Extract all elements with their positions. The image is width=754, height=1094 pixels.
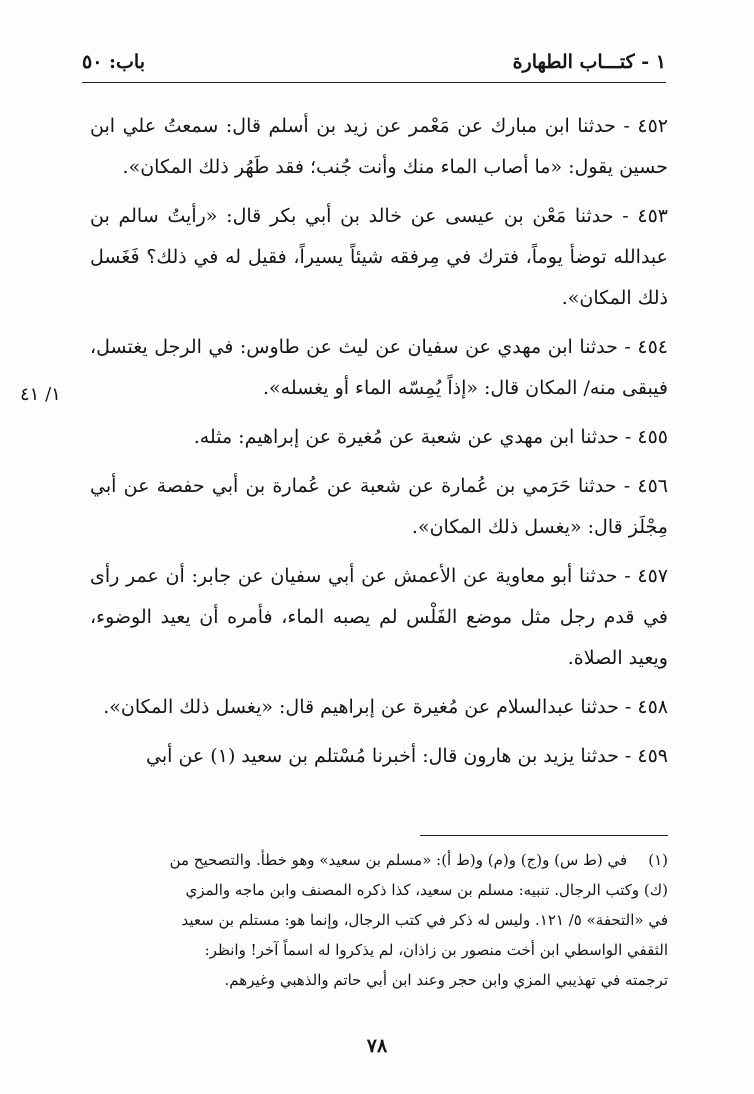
hadith-459: ٤٥٩ - حدثنا يزيد بن هارون قال: أخبرنا مُسْتلم بن سعيد (١) عن أبي <box>146 745 668 767</box>
hadith-457: ٤٥٧ - حدثنا أبو معاوية عن الأعمش عن أبي سفيان عن جابر: أن عمر رأى في قدم رجل مثل موضع الفَلْس لم يصبه الماء، فأمره أن يعيد الوضوء، ويعيد الصلاة. <box>90 565 668 669</box>
hadith-456: ٤٥٦ - حدثنا حَرَمي بن عُمارة عن شعبة عن عُمارة بن أبي حفصة عن أبي مِجْلَز قال: «يغسل ذلك المكان». <box>90 475 668 538</box>
book-title: ١ - كتـــاب الطهارة <box>512 51 666 73</box>
header-divider <box>82 82 666 83</box>
chapter-label: باب: ٥٠ <box>82 51 146 73</box>
marginal-page-reference: ١/ ٤١ <box>20 384 61 405</box>
footnote-marker: (١) <box>648 851 668 869</box>
footnote-text: في (ط س) و(ج) و(م) و(ط أ): «مسلم بن سعيد» وهو خطأ. والتصحيح من <box>169 851 628 869</box>
hadith-453: ٤٥٣ - حدثنا مَعْن بن عيسى عن خالد بن أبي بكر قال: «رأيتُ سالم بن عبدالله توضأ يوماً، فترك في مِرفقه شيئاً يسيراً، فقيل له في ذلك؟ فَغَسل ذلك المكان». <box>90 205 668 309</box>
footnote-section <box>90 845 668 995</box>
hadith-454: ٤٥٤ - حدثنا ابن مهدي عن سفيان عن ليث عن طاوس: في الرجل يغتسل، فيبقى منه/ المكان قال: «إذاً يُمِسّه الماء أو يغسله». <box>90 336 668 399</box>
footnote-line-5: ترجمته في تهذيبي المزي وابن حجر وعند ابن أبي حاتم والذهبي وغيرهم. <box>224 971 668 989</box>
hadith-455: ٤٥٥ - حدثنا ابن مهدي عن شعبة عن مُغيرة عن إبراهيم: مثله. <box>193 426 668 448</box>
page-header <box>82 42 666 82</box>
footnote-divider <box>420 835 668 836</box>
footnote-line-3: في «التحفة» ٥/ ١٢١. وليس له ذكر في كتب الرجال، وإنما هو: مستلم بن سعيد <box>181 911 668 929</box>
hadith-458: ٤٥٨ - حدثنا عبدالسلام عن مُغيرة عن إبراهيم قال: «يغسل ذلك المكان». <box>103 696 668 718</box>
main-text <box>90 106 668 785</box>
page-number: ٧٨ <box>366 1035 388 1057</box>
footnote-line-4: الثقفي الواسطي ابن أخت منصور بن زاذان، لم يذكروا له اسماً آخر! وانظر: <box>204 941 668 959</box>
footnote-line-2: (ك) وكتب الرجال. تنبيه: مسلم بن سعيد، كذا ذكره المصنف وابن ماجه والمزي <box>185 881 668 899</box>
hadith-452: ٤٥٢ - حدثنا ابن مبارك عن مَعْمر عن زيد بن أسلم قال: سمعتُ علي ابن حسين يقول: «ما أصاب الماء منك وأنت جُنب؛ فقد طَهُر ذلك المكان». <box>90 115 668 178</box>
footnote-line-1 <box>90 845 668 875</box>
